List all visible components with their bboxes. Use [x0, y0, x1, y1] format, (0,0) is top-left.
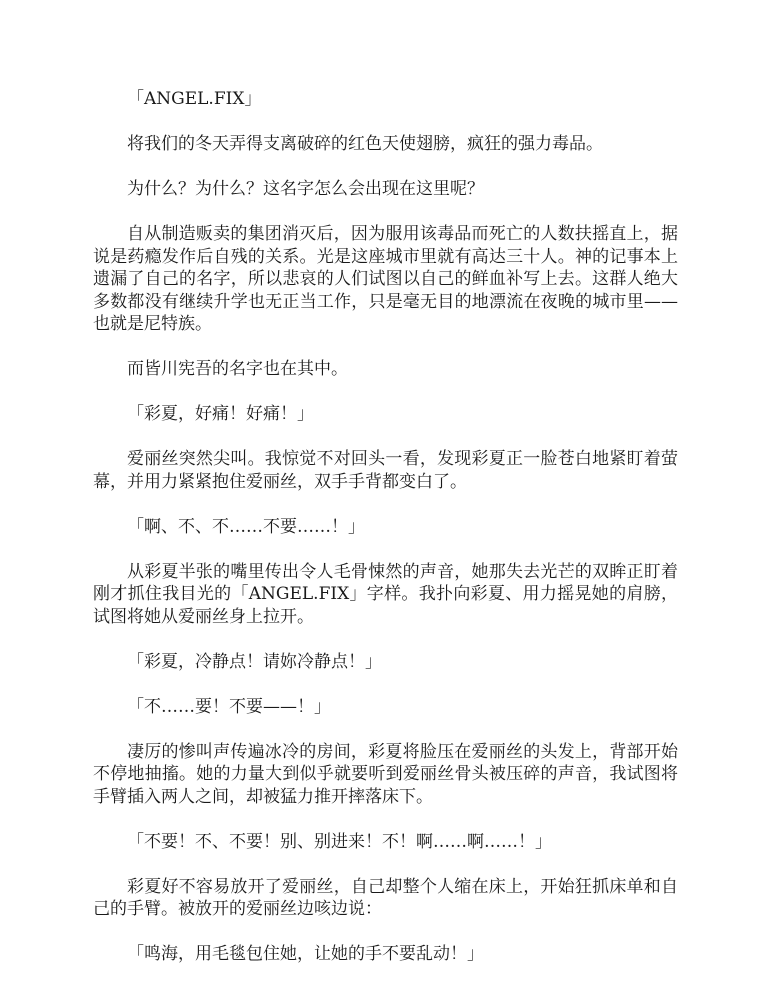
paragraph: 「彩夏，冷静点！请妳冷静点！」	[127, 651, 382, 672]
paragraph: 从彩夏半张的嘴里传出令人毛骨悚然的声音，她那失去光芒的双眸正盯着刚才抓住我目光的「ANGEL.FIX」字样。我扑向彩夏、用力摇晃她的肩膀，试图将她从爱丽丝身上拉开。	[93, 561, 678, 627]
paragraph: 而皆川宪吾的名字也在其中。	[127, 359, 348, 379]
paragraph: 彩夏好不容易放开了爱丽丝，自己却整个人缩在床上，开始狂抓床单和自己的手臂。被放开的爱丽丝边咳边说：	[93, 876, 678, 919]
paragraph: 爱丽丝突然尖叫。我惊觉不对回头一看，发现彩夏正一脸苍白地紧盯着萤幕，并用力紧紧抱住爱丽丝，双手手背都变白了。	[93, 449, 678, 492]
paragraph: 「彩夏，好痛！好痛！」	[127, 404, 314, 424]
paragraph: 「不要！不、不要！别、别进来！不！啊……啊……！」	[127, 831, 552, 852]
paragraph: 为什么？为什么？这名字怎么会出现在这里呢？	[127, 179, 484, 199]
paragraph: 将我们的冬天弄得支离破碎的红色天使翅膀，疯狂的强力毒品。	[127, 134, 603, 154]
paragraph: 凄厉的惨叫声传遍冰冷的房间，彩夏将脸压在爱丽丝的头发上，背部开始不停地抽搐。她的力量大到似乎就要听到爱丽丝骨头被压碎的声音，我试图将手臂插入两人之间，却被猛力推开摔落床下。	[93, 741, 678, 807]
paragraph: 「鸣海，用毛毯包住她，让她的手不要乱动！」	[127, 944, 484, 964]
paragraph: 「不……要！不要——！」	[127, 696, 331, 717]
paragraph: 「啊、不、不……不要……！」	[127, 516, 365, 537]
body-text	[93, 88, 678, 988]
paragraph: 「ANGEL.FIX」	[127, 89, 262, 109]
paragraph: 自从制造贩卖的集团消灭后，因为服用该毒品而死亡的人数扶摇直上，据说是药瘾发作后自残的关系。光是这座城市里就有高达三十人。神的记事本上遗漏了自己的名字，所以悲哀的人们试图以自己的鲜血补写上去。这群人绝大多数都没有继续升学也无正当工作，只是毫无目的地漂流在夜晚的城市里——也就是尼特族。	[93, 224, 678, 334]
